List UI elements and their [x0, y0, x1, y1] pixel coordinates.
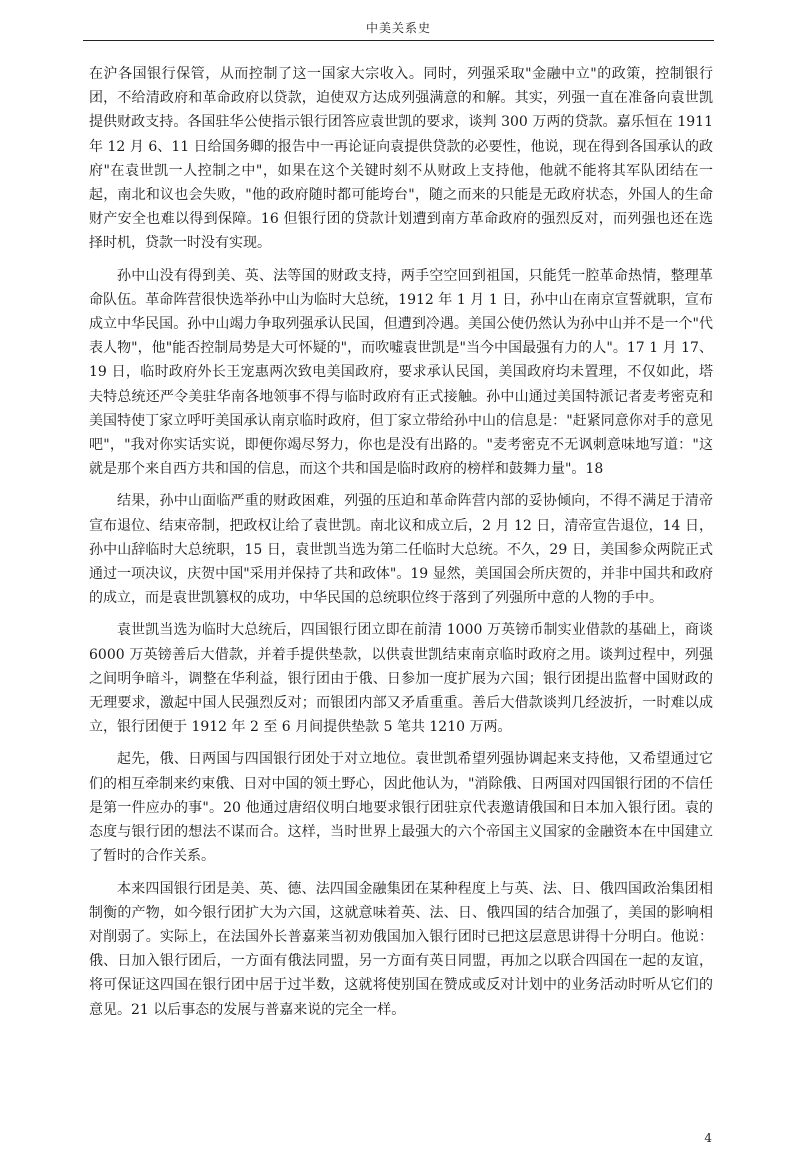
paragraph-6: 本来四国银行团是美、英、德、法四国金融集团在某种程度上与英、法、日、俄四国政治集团相制衡的产物，如今银行团扩大为六国，这就意味着英、法、日、俄四国的结合加强了，美国的影响相对削弱了。实际上，在法国外长普嘉莱当初劝俄国加入银行团时已把这层意思讲得十分明白。他说：俄、日加入银行团后，一方面有俄法同盟，另一方面有英日同盟，再加之以联合四国在一起的友谊，将可保证这四国在银行团中居于过半数，这就将使别国在赞成或反对计划中的业务活动时听从它们的意见。21 以后事态的发展与普嘉来说的完全一样。: [89, 880, 713, 1018]
paragraph-4: 袁世凯当选为临时大总统后，四国银行团立即在前清 1000 万英镑币制实业借款的基础上，商谈 6000 万英镑善后大借款，并着手提供垫款，以供袁世凯结束南京临时政府之用。谈判过程中，列强之间明争暗斗，调整在华利益，银行团由于俄、日参加一度扩展为六国；银行团提出监督中国财政的无理要求，激起中国人民强烈反对；而银团内部又矛盾重重。善后大借款谈判几经波折，一时难以成立，银行团便于 1912 年 2 至 6 月间提供垫款 5 笔共 1210 万两。: [89, 622, 713, 736]
running-header: [83, 20, 714, 41]
running-header-title: 中美关系史: [365, 21, 431, 35]
paragraph-2: 孙中山没有得到美、英、法等国的财政支持，两手空空回到祖国，只能凭一腔革命热情，整理革命队伍。革命阵营很快选举孙中山为临时大总统，1912 年 1 月 1 日，孙中山在南京宣誓就职，宣布成立中华民国。孙中山竭力争取列强承认民国，但遭到冷遇。美国公使仍然认为孙中山并不是一个"代表人物"，他"能否控制局势是大可怀疑的"，而吹嘘袁世凯是"当今中国最强有力的人"。17 1 月 17、19 日，临时政府外长王宠惠两次致电美国政府，要求承认民国，美国政府均未置理，不仅如此，塔夫特总统还严令美驻华南各地领事不得与临时政府有正式接触。孙中山通过美国特派记者麦考密克和美国特使丁家立呼吁美国承认南京临时政府，但丁家立带给孙中山的信息是："赶紧同意你对手的意见吧"，"我对你实话实说，即便你竭尽努力，你也是没有出路的。"麦考密克不无讽刺意味地写道："这就是那个来自西方共和国的信息，而这个共和国是临时政府的榜样和鼓舞力量"。18: [89, 267, 713, 478]
paragraph-3: 结果，孙中山面临严重的财政困难，列强的压迫和革命阵营内部的妥协倾向，不得不满足于清帝宣布退位、结束帝制，把政权让给了袁世凯。南北议和成立后，2 月 12 日，清帝宣告退位，14 日，孙中山辞临时大总统职，15 日，袁世凯当选为第二任临时大总统。不久，29 日，美国参众两院正式通过一项决议，庆贺中国"采用并保持了共和政体"。19 显然，美国国会所庆贺的，并非中国共和政府的成立，而是袁世凯篡权的成功，中华民国的总统职位终于落到了列强所中意的人物的手中。: [89, 493, 713, 607]
page-number: 4: [704, 1131, 712, 1145]
body-text: [89, 62, 713, 1030]
paragraph-1: 在沪各国银行保管，从而控制了这一国家大宗收入。同时，列强采取"金融中立"的政策，控制银行团，不给清政府和革命政府以贷款，迫使双方达成列强满意的和解。其实，列强一直在准备向袁世凯提供财政支持。各国驻华公使指示银行团答应袁世凯的要求，谈判 300 万两的贷款。嘉乐恒在 1911 年 12 月 6、11 日给国务卿的报告中一再论证向袁提供贷款的必要性，他说，现在得到各国承认的政府"在袁世凯一人控制之中"，如果在这个关键时刻不从财政上支持他，他就不能将其军队团结在一起，南北和议也会失败，"他的政府随时都可能垮台"，随之而来的只能是无政府状态，外国人的生命财产安全也难以得到保障。16 但银行团的贷款计划遭到南方革命政府的强烈反对，而列强也还在选择时机，贷款一时没有实现。: [89, 66, 713, 252]
paragraph-5: 起先，俄、日两国与四国银行团处于对立地位。袁世凯希望列强协调起来支持他，又希望通过它们的相互牵制来约束俄、日对中国的领土野心，因此他认为，"消除俄、日两国对四国银行团的不信任是第一件应办的事"。20 他通过唐绍仪明白地要求银行团驻京代表邀请俄国和日本加入银行团。袁的态度与银行团的想法不谋而合。这样，当时世界上最强大的六个帝国主义国家的金融资本在中国建立了暂时的合作关系。: [89, 751, 713, 865]
